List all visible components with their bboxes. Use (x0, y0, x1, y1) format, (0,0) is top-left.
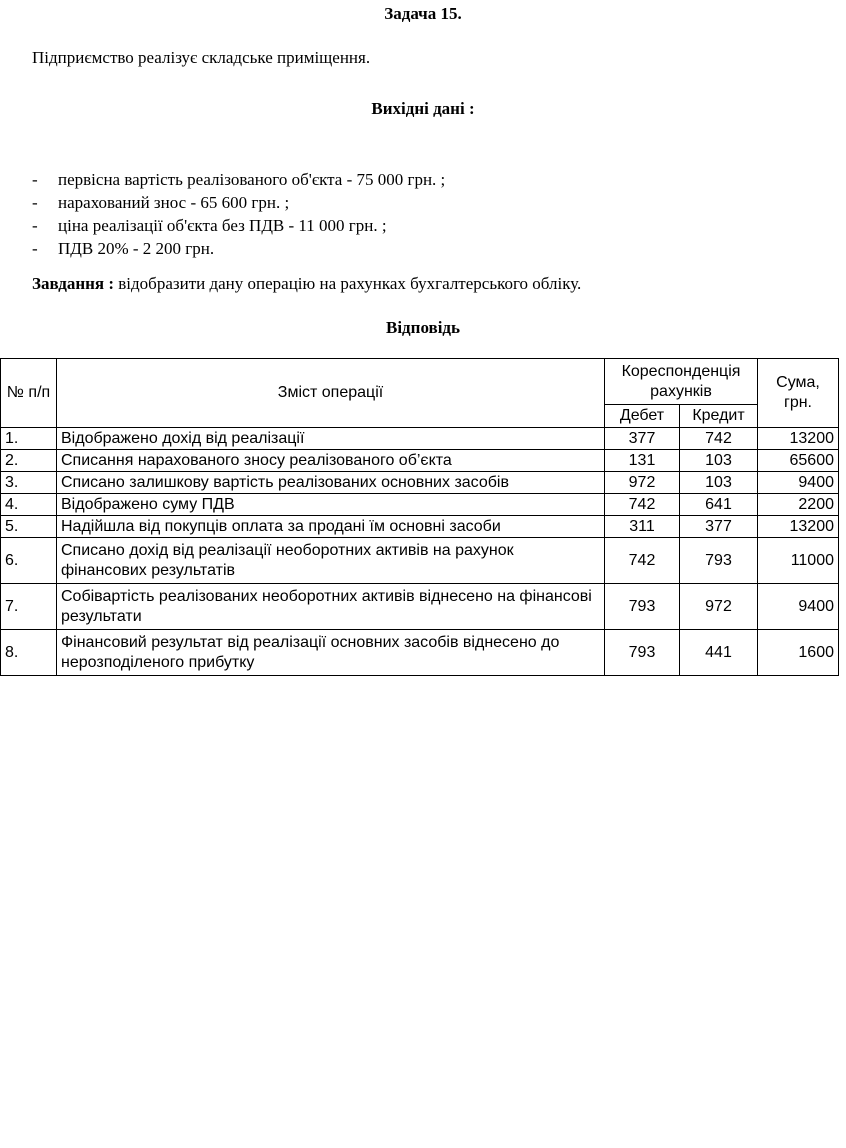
row-content: Фінансовий результат від реалізації основних засобів віднесено до нерозподіленого прибутку (57, 630, 605, 676)
list-dash: - (32, 239, 38, 258)
header-num: № п/п (1, 359, 57, 428)
table-row (1, 630, 839, 676)
row-sum: 13200 (758, 516, 839, 538)
list-item-text: ПДВ 20% - 2 200 грн. (58, 239, 215, 258)
row-content: Відображено суму ПДВ (57, 494, 605, 516)
list-dash: - (32, 216, 38, 235)
row-num: 2. (1, 450, 57, 472)
row-credit: 103 (680, 450, 758, 472)
row-debit: 742 (605, 538, 680, 584)
list-dash: - (32, 193, 38, 212)
table-row (1, 450, 839, 472)
row-sum: 13200 (758, 428, 839, 450)
row-debit: 793 (605, 630, 680, 676)
task-statement (32, 274, 581, 294)
row-debit: 742 (605, 494, 680, 516)
row-num: 8. (1, 630, 57, 676)
source-data-list (32, 168, 445, 260)
row-num: 1. (1, 428, 57, 450)
row-debit: 793 (605, 584, 680, 630)
task-text: відобразити дану операцію на рахунках бухгалтерського обліку. (114, 274, 582, 293)
list-dash: - (32, 170, 38, 189)
row-credit: 441 (680, 630, 758, 676)
row-debit: 377 (605, 428, 680, 450)
row-content: Списано залишкову вартість реалізованих основних засобів (57, 472, 605, 494)
row-num: 4. (1, 494, 57, 516)
answer-heading: Відповідь (385, 318, 461, 337)
task-title: Задача 15. (384, 4, 462, 23)
row-content: Списання нарахованого зносу реалізованого об’єкта (57, 450, 605, 472)
row-num: 5. (1, 516, 57, 538)
list-item (32, 191, 445, 214)
row-credit: 972 (680, 584, 758, 630)
row-debit: 311 (605, 516, 680, 538)
task-label: Завдання : (32, 274, 115, 293)
row-credit: 742 (680, 428, 758, 450)
row-debit: 972 (605, 472, 680, 494)
table-header-row (1, 359, 839, 405)
row-credit: 103 (680, 472, 758, 494)
header-debit: Дебет (605, 405, 680, 428)
list-item-text: ціна реалізації об'єкта без ПДВ - 11 000 грн. ; (58, 216, 387, 235)
list-item (32, 237, 445, 260)
table-row (1, 494, 839, 516)
list-item-text: первісна вартість реалізованого об'єкта - 75 000 грн. ; (58, 170, 446, 189)
row-sum: 9400 (758, 584, 839, 630)
header-sum: Сума, грн. (758, 359, 839, 428)
table-row (1, 584, 839, 630)
row-debit: 131 (605, 450, 680, 472)
list-item (32, 214, 445, 237)
row-credit: 641 (680, 494, 758, 516)
row-sum: 2200 (758, 494, 839, 516)
row-content: Собівартість реалізованих необоротних активів віднесено на фінансові результати (57, 584, 605, 630)
row-content: Надійшла від покупців оплата за продані їм основні засоби (57, 516, 605, 538)
row-sum: 1600 (758, 630, 839, 676)
table-row (1, 472, 839, 494)
operations-table (0, 358, 839, 676)
header-credit: Кредит (680, 405, 758, 428)
table-row (1, 428, 839, 450)
header-correspondence: Кореспонденція рахунків (605, 359, 758, 405)
table-row (1, 538, 839, 584)
row-credit: 377 (680, 516, 758, 538)
row-num: 3. (1, 472, 57, 494)
row-sum: 9400 (758, 472, 839, 494)
list-item (32, 168, 445, 191)
intro-text: Підприємство реалізує складське приміщення. (32, 48, 371, 67)
source-data-heading: Вихідні дані : (371, 99, 475, 118)
row-credit: 793 (680, 538, 758, 584)
row-sum: 11000 (758, 538, 839, 584)
row-num: 6. (1, 538, 57, 584)
row-sum: 65600 (758, 450, 839, 472)
row-num: 7. (1, 584, 57, 630)
row-content: Списано дохід від реалізації необоротних активів на рахунок фінансових результатів (57, 538, 605, 584)
header-content: Зміст операції (57, 359, 605, 428)
row-content: Відображено дохід від реалізації (57, 428, 605, 450)
list-item-text: нарахований знос - 65 600 грн. ; (58, 193, 290, 212)
table-row (1, 516, 839, 538)
